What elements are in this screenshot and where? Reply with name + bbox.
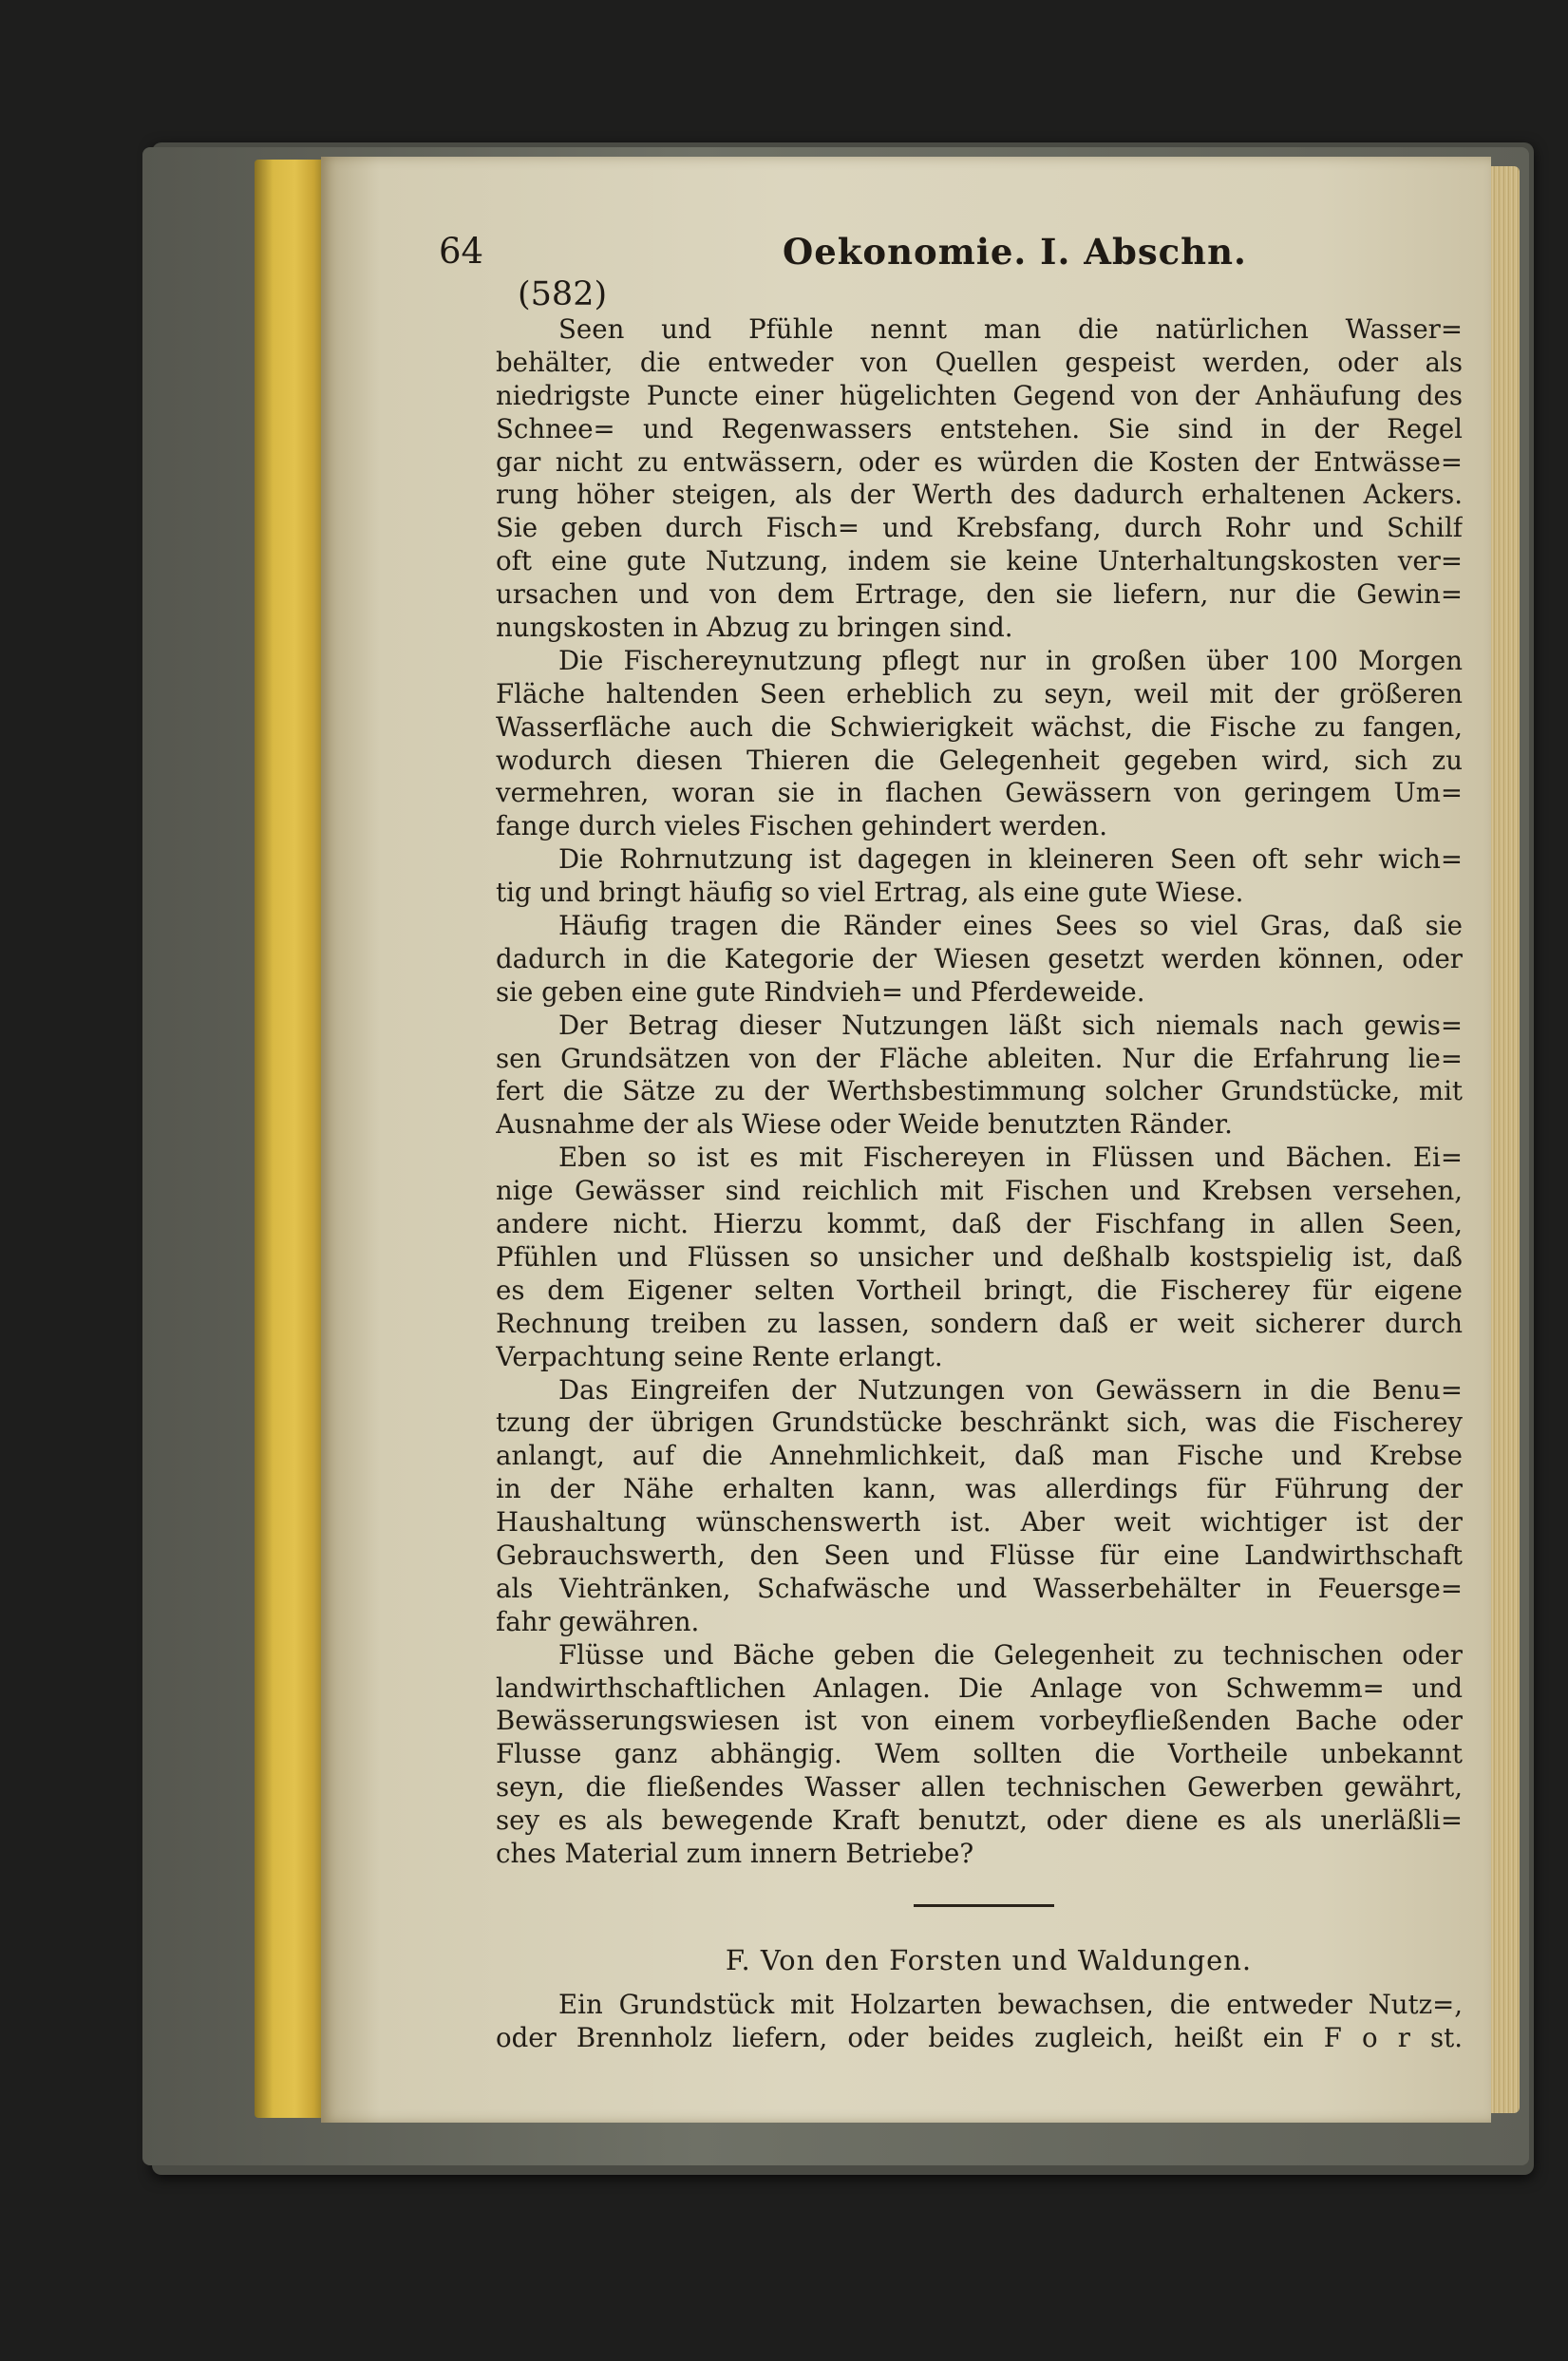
paragraph-1 bbox=[496, 313, 1463, 645]
text-line: vermehren, woran sie in flachen Gewässern von geringem Um= bbox=[496, 777, 1463, 809]
text-line: Ein Grundstück mit Holzarten bewachsen, die entweder Nutz=, bbox=[558, 1988, 1463, 2020]
text-line: Die Rohrnutzung ist dagegen in kleineren Seen oft sehr wich= bbox=[558, 843, 1463, 876]
text-line: wodurch diesen Thieren die Gelegenheit gegeben wird, sich zu bbox=[496, 744, 1463, 776]
text-line: andere nicht. Hierzu kommt, daß der Fischfang in allen Seen, bbox=[496, 1208, 1463, 1240]
text-line: Sie geben durch Fisch= und Krebsfang, durch Rohr und Schilf bbox=[496, 512, 1463, 544]
paragraph-2 bbox=[496, 645, 1463, 843]
text-line: fahr gewähren. bbox=[496, 1605, 700, 1637]
text-line: Der Betrag dieser Nutzungen läßt sich niemals nach gewis= bbox=[558, 1009, 1463, 1041]
text-line: Bewässerungswiesen ist von einem vorbeyfließenden Bache oder bbox=[496, 1705, 1463, 1737]
text-line: rung höher steigen, als der Werth des dadurch erhaltenen Ackers. bbox=[496, 479, 1463, 511]
text-line: dadurch in die Kategorie der Wiesen gesetzt werden können, oder bbox=[496, 942, 1463, 974]
text-line: oder Brennholz liefern, oder beides zugleich, heißt ein F o r st. bbox=[496, 2021, 1463, 2053]
divider-rule bbox=[914, 1904, 1054, 1907]
paragraph-9 bbox=[496, 1989, 1463, 2055]
gilt-page-edge bbox=[255, 160, 329, 2118]
text-line: anlangt, auf die Annehmlichkeit, daß man Fische und Krebse bbox=[496, 1440, 1463, 1472]
text-line: ches Material zum innern Betriebe? bbox=[496, 1837, 974, 1869]
text-line: Fläche haltenden Seen erheblich zu seyn, weil mit der größeren bbox=[496, 677, 1463, 709]
section-heading: F. Von den Forsten und Waldungen. bbox=[725, 1943, 1253, 1976]
text-line: Häufig tragen die Ränder eines Sees so viel Gras, daß sie bbox=[558, 910, 1463, 942]
text-line: Wasserfläche auch die Schwierigkeit wächst, die Fische zu fangen, bbox=[496, 710, 1463, 743]
page-edges bbox=[1486, 166, 1520, 2113]
text-line: Seen und Pfühle nennt man die natürlichen Wasser= bbox=[558, 313, 1463, 345]
text-line: Haushaltung wünschenswerth ist. Aber weit wichtiger ist der bbox=[496, 1506, 1463, 1539]
paragraph-6 bbox=[496, 1142, 1463, 1373]
text-line: Ausnahme der als Wiese oder Weide benutzten Ränder. bbox=[496, 1108, 1233, 1141]
running-head: Oekonomie. I. Abschn. bbox=[783, 231, 1247, 273]
text-line: es dem Eigener selten Vortheil bringt, die Fischerey für eigene bbox=[496, 1274, 1463, 1306]
text-line: nungskosten in Abzug zu bringen sind. bbox=[496, 612, 1013, 644]
text-line: gar nicht zu entwässern, oder es würden die Kosten der Entwässe= bbox=[496, 445, 1463, 478]
text-line: tzung der übrigen Grundstücke beschränkt sich, was die Fischerey bbox=[496, 1407, 1463, 1439]
text-line: Verpachtung seine Rente erlangt. bbox=[496, 1340, 943, 1372]
text-line: in der Nähe erhalten kann, was allerdings für Führung der bbox=[496, 1473, 1463, 1505]
text-line: Gebrauchswerth, den Seen und Flüsse für eine Landwirthschaft bbox=[496, 1539, 1463, 1571]
text-line: niedrigste Puncte einer hügelichten Gegend von der Anhäufung des bbox=[496, 379, 1463, 411]
text-line: behälter, die entweder von Quellen gespeist werden, oder als bbox=[496, 346, 1463, 378]
section-number: (582) bbox=[518, 275, 608, 313]
paragraph-7 bbox=[496, 1374, 1463, 1639]
paragraph-3 bbox=[496, 843, 1463, 910]
page-header bbox=[439, 228, 1445, 275]
paragraph-5 bbox=[496, 1010, 1463, 1143]
text-line: sey es als bewegende Kraft benutzt, oder diene es als unerläßli= bbox=[496, 1804, 1463, 1837]
body-text bbox=[496, 313, 1463, 2055]
text-line: tig und bringt häufig so viel Ertrag, als eine gute Wiese. bbox=[496, 877, 1244, 909]
page-number: 64 bbox=[439, 231, 484, 272]
paragraph-8 bbox=[496, 1639, 1463, 1871]
text-line: oft eine gute Nutzung, indem sie keine Unterhaltungskosten ver= bbox=[496, 545, 1463, 577]
text-line: landwirthschaftlichen Anlagen. Die Anlage von Schwemm= und bbox=[496, 1672, 1463, 1704]
text-line: nige Gewässer sind reichlich mit Fischen und Krebsen versehen, bbox=[496, 1175, 1463, 1207]
text-line: Rechnung treiben zu lassen, sondern daß er weit sicherer durch bbox=[496, 1307, 1463, 1339]
text-line: sen Grundsätzen von der Fläche ableiten. Nur die Erfahrung lie= bbox=[496, 1042, 1463, 1074]
text-line: Die Fischereynutzung pflegt nur in großen über 100 Morgen bbox=[558, 644, 1463, 676]
text-line: sie geben eine gute Rindvieh= und Pferdeweide. bbox=[496, 975, 1145, 1008]
text-line: seyn, die fließendes Wasser allen technischen Gewerben gewährt, bbox=[496, 1771, 1463, 1804]
text-line: Pfühlen und Flüssen so unsicher und deßhalb kostspielig ist, daß bbox=[496, 1240, 1463, 1273]
text-line: Schnee= und Regenwassers entstehen. Sie sind in der Regel bbox=[496, 412, 1463, 444]
text-line: fert die Sätze zu der Werthsbestimmung solcher Grundstücke, mit bbox=[496, 1075, 1463, 1107]
paragraph-4 bbox=[496, 910, 1463, 1010]
text-line: Eben so ist es mit Fischereyen in Flüssen und Bächen. Ei= bbox=[558, 1142, 1463, 1174]
text-line: Flüsse und Bäche geben die Gelegenheit zu technischen oder bbox=[558, 1638, 1463, 1671]
text-line: fange durch vieles Fischen gehindert werden. bbox=[496, 810, 1107, 842]
text-line: als Viehtränken, Schafwäsche und Wasserbehälter in Feuersge= bbox=[496, 1572, 1463, 1604]
text-line: ursachen und von dem Ertrage, den sie liefern, nur die Gewin= bbox=[496, 578, 1463, 611]
text-line: Das Eingreifen der Nutzungen von Gewässern in die Benu= bbox=[558, 1373, 1463, 1406]
section-divider bbox=[496, 1871, 1463, 1932]
text-line: Flusse ganz abhängig. Wem sollten die Vortheile unbekannt bbox=[496, 1738, 1463, 1770]
